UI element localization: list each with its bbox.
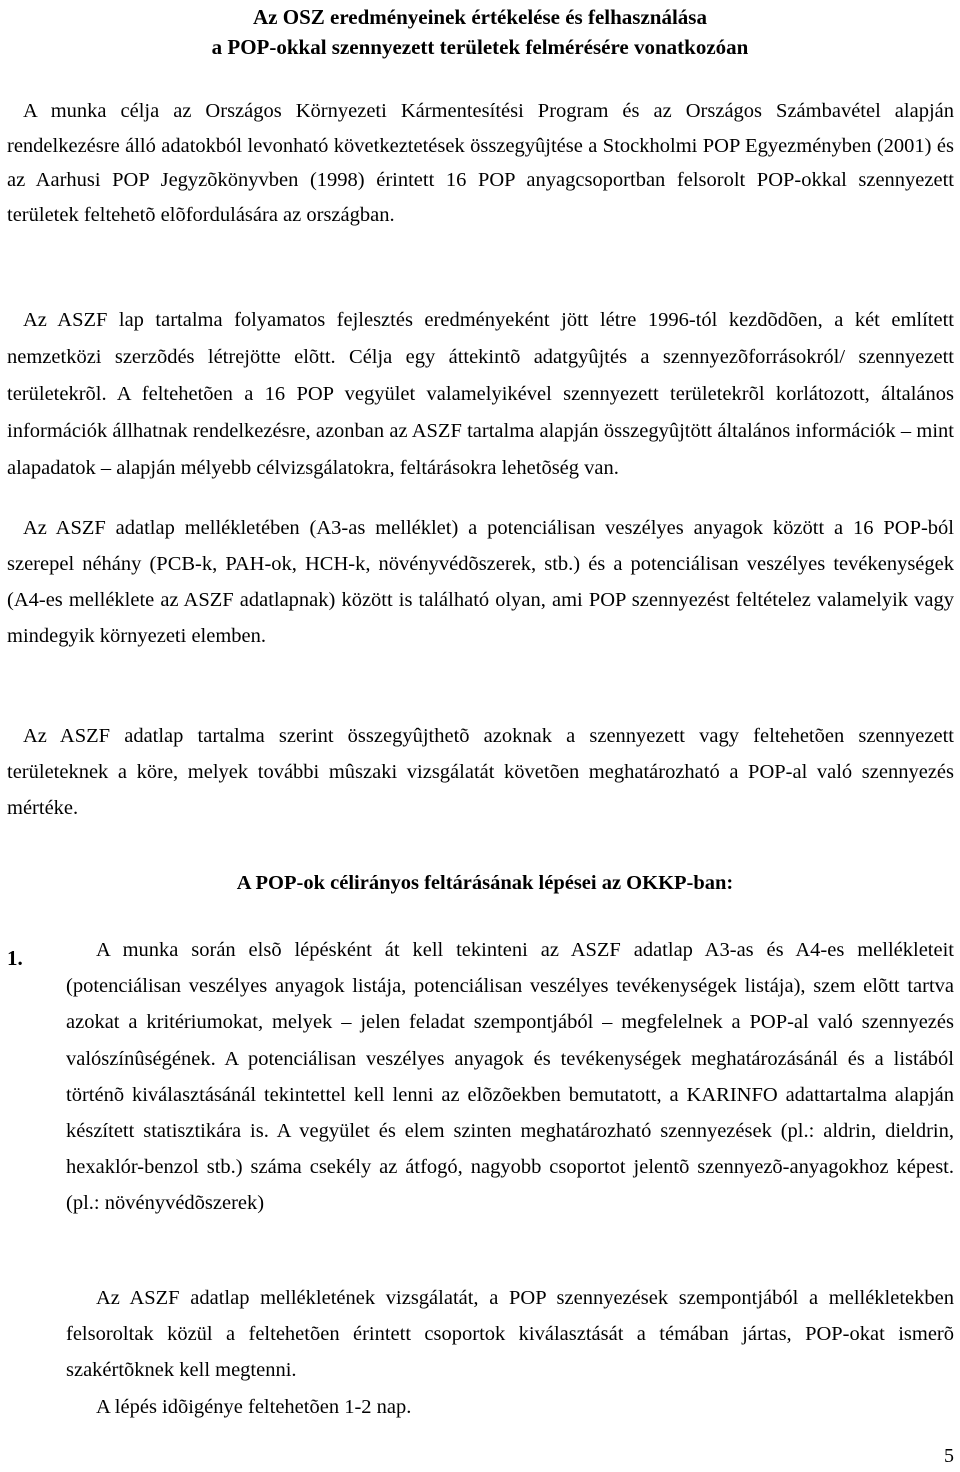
paragraph-aszf-annex: Az ASZF adatlap mellékletében (A3-as melléklet) a potenciálisan veszélyes anyagok között a 16 POP-ból szerepel néhány (PCB-k, PAH-ok, HCH-k, növényvédõszerek, stb.) és a potenciálisan veszélyes tevékenységek (A4-es melléklete az ASZF adatlapnak) között is található olyan, ami POP szennyezést feltételez valamelyik vagy mindegyik környezeti elemben. xyxy=(7,517,954,647)
step-1-paragraph-1: A munka során elsõ lépésként át kell tekinteni az ASZF adatlap A3-as és A4-es mellékleteit (potenciálisan veszélyes anyagok listája, potenciálisan veszélyes tevékenységek listája), szem elõtt tartva azokat a kritériumokat, melyek – jelen feladat szempontjából – megfelelnek a POP-al való szennyezés valószínûségének. A potenciálisan veszélyes anyagok és tevékenységek meghatározásánál és a listából történõ kiválasztásánál tekintettel kell lenni az elõzõekben bemutatott, a KARINFO adattartalma alapján készített statisztikára is. A vegyület és elem szinten meghatározható szennyezések (pl.: aldrin, dieldrin, hexaklór-benzol stb.) száma csekély az átfogó, nagyobb csoportot jelentõ szennyezõ-anyagokhoz képest. (pl.: növényvédõszerek) xyxy=(66,939,954,1215)
step-1-paragraph-3: A lépés idõigénye feltehetõen 1-2 nap. xyxy=(96,1396,412,1418)
paragraph-aszf-content: Az ASZF lap tartalma folyamatos fejlesztés eredményeként jött létre 1996-tól kezdõdõen, a két említett nemzetközi szerzõdés létrejötte elõtt. Célja egy áttekintõ adatgyûjtés a szennyezõforrásokról/ szennyezett területekrõl. A feltehetõen a 16 POP vegyület valamelyikével szennyezett területekrõl korlátozott, általános információk állhatnak rendelkezésre, azonban az ASZF tartalma alapján összegyûjtött általános információk – mint alapadatok – alapján mélyebb célvizsgálatokra, feltárásokra lehetõség van. xyxy=(7,309,954,479)
paragraph-work-goal: A munka célja az Országos Környezeti Kármentesítési Program és az Országos Számbavétel alapján rendelkezésre álló adatokból levonható következtetések összegyûjtése a Stockholmi POP Egyezményben (2001) és az Aarhusi POP Jegyzõkönyvben (1998) érintett 16 POP anyagcsoportban felsorolt POP-okkal szennyezett területek feltehetõ elõfordulására az országban. xyxy=(7,100,954,226)
document-title-line-1: Az OSZ eredményeinek értékelése és felhasználása xyxy=(253,5,707,29)
step-1-paragraph-2: Az ASZF adatlap mellékletének vizsgálatát, a POP szennyezések szempontjából a mellékletekben felsoroltak közül a feltehetõen érintett csoportok kiválasztását a témában jártas, POP-okat ismerõ szakértõknek kell megtenni. xyxy=(66,1287,954,1382)
section-heading: A POP-ok célirányos feltárásának lépései az OKKP-ban: xyxy=(236,872,734,894)
step-number: 1. xyxy=(7,946,23,970)
page-number: 5 xyxy=(944,1445,954,1467)
paragraph-aszf-summary: Az ASZF adatlap tartalma szerint összegyûjthetõ azoknak a szennyezett vagy feltehetõen szennyezett területeknek a köre, melyek további mûszaki vizsgálatát követõen meghatározható a POP-al való szennyezés mértéke. xyxy=(7,725,954,819)
document-title-line-2: a POP-okkal szennyezett területek felmérésére vonatkozóan xyxy=(211,35,749,59)
